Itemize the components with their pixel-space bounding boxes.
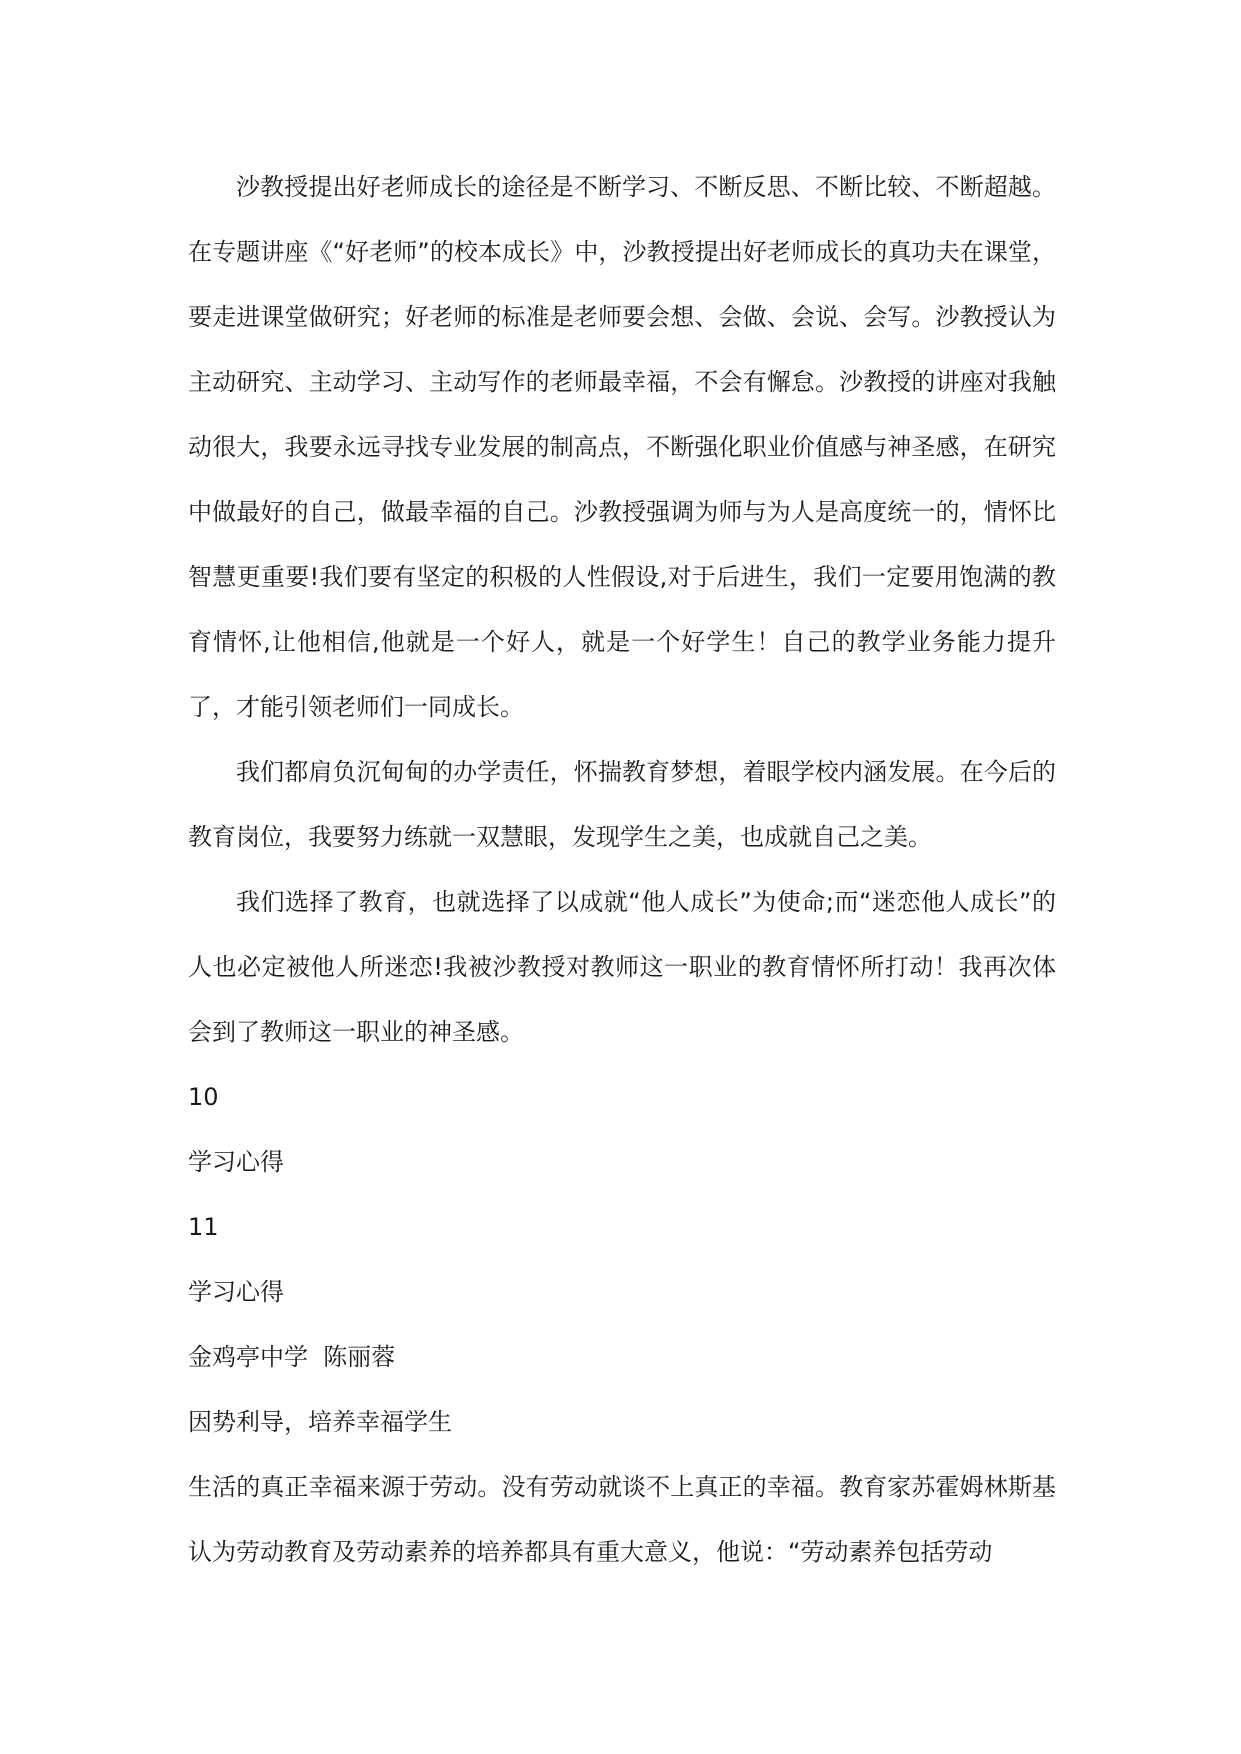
author-line: 金鸡亭中学 陈丽蓉 (188, 1343, 396, 1371)
section-number-10: 10 (188, 1083, 219, 1111)
paragraph-education-mission: 我们选择了教育，也就选择了以成就“他人成长”为使命;而“迷恋他人成长”的人也必定被他人所迷恋!我被沙教授对教师这一职业的教育情怀所打动！我再次体会到了教师这一职业的神圣感。 (188, 888, 1056, 1046)
section-number-11: 11 (188, 1213, 219, 1241)
section-title-10: 学习心得 (188, 1148, 284, 1176)
paragraph-school-responsibility: 我们都肩负沉甸甸的办学责任，怀揣教育梦想，着眼学校内涵发展。在今后的教育岗位，我要努力练就一双慧眼，发现学生之美，也成就自己之美。 (188, 758, 1056, 851)
paragraph-teacher-growth: 沙教授提出好老师成长的途径是不断学习、不断反思、不断比较、不断超越。在专题讲座《“好老师”的校本成长》中，沙教授提出好老师成长的真功夫在课堂，要走进课堂做研究；好老师的标准是老师要会想、会做、会说、会写。沙教授认为主动研究、主动学习、主动写作的老师最幸福，不会有懈怠。沙教授的讲座对我触动很大，我要永远寻找专业发展的制高点，不断强化职业价值感与神圣感，在研究中做最好的自己，做最幸福的自己。沙教授强调为师与为人是高度统一的，情怀比智慧更重要!我们要有坚定的积极的人性假设,对于后进生，我们一定要用饱满的教育情怀,让他相信,他就是一个好人，就是一个好学生！自己的教学业务能力提升了，才能引领老师们一同成长。 (188, 173, 1056, 721)
document-page (188, 155, 1056, 1585)
article-title: 因势利导，培养幸福学生 (188, 1408, 452, 1436)
paragraph-labor-happiness: 生活的真正幸福来源于劳动。没有劳动就谈不上真正的幸福。教育家苏霍姆林斯基认为劳动教育及劳动素养的培养都具有重大意义，他说：“劳动素养包括劳动 (188, 1473, 1056, 1566)
section-title-11: 学习心得 (188, 1278, 284, 1306)
